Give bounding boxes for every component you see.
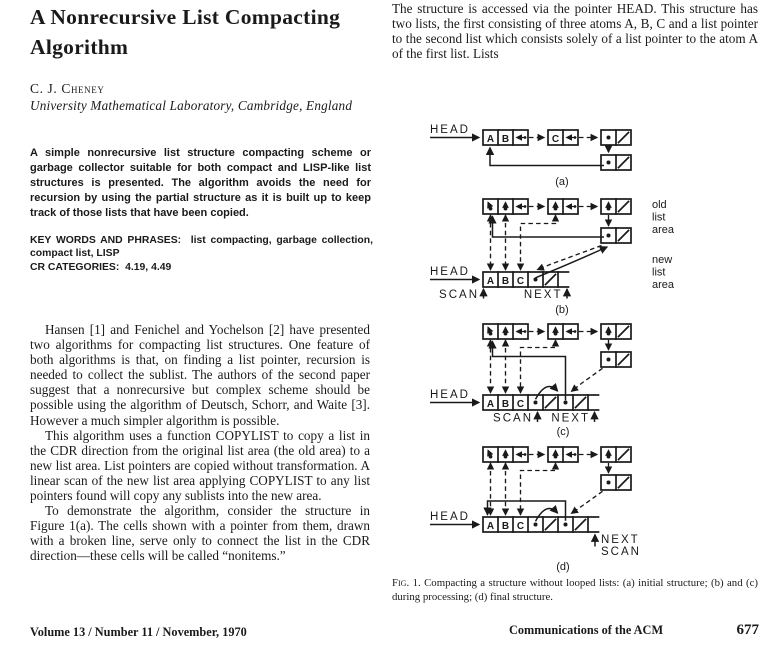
- scan-pointer-label: SCAN: [439, 289, 479, 301]
- head-pointer-label: HEAD: [430, 389, 470, 401]
- keywords-line: [30, 234, 373, 261]
- cr-line: [30, 261, 373, 274]
- keywords-block: [30, 234, 373, 274]
- cell-atom-b: B: [501, 275, 510, 287]
- cell-atom-c: C: [516, 398, 525, 410]
- next-pointer-label: NEXT: [601, 534, 640, 546]
- keywords-text: list compacting, garbage collection, compact list, LISP: [30, 235, 374, 260]
- panel-label-a: (a): [555, 176, 569, 188]
- paragraph: This algorithm uses a function COPYLIST to copy a list in the CDR direction from the original list area (the old area) to a new list area. List pointers are copied without transformation. A linear scan of the new list area applying COPYLIST to any list pointers found will copy any sublists into the new area.: [30, 427, 370, 504]
- head-pointer-label: HEAD: [430, 124, 470, 136]
- figure-1-diagram: [386, 100, 772, 578]
- figure-1: [386, 100, 772, 578]
- cell-atom-a: A: [486, 134, 495, 145]
- cell-atom-a: A: [486, 398, 495, 410]
- figure-caption-label: Fig. 1.: [392, 577, 421, 589]
- cell-atom-c: C: [516, 275, 525, 287]
- scan-pointer-label: SCAN: [493, 412, 533, 425]
- figure-panel-a: [430, 124, 631, 188]
- right-column-body: The structure is accessed via the pointer HEAD. This structure has two lists, the first consisting of three atoms A, B, C and a list pointer to the second list which consists solely of a list pointer to the atom A of the first list. Lists: [392, 1, 758, 62]
- cell-atom-b: B: [501, 134, 510, 145]
- panel-label-c: (c): [556, 426, 570, 438]
- abstract: A simple nonrecursive list structure compacting scheme or garbage collector suitable for both compact and LISP-like list structures is presented. The algorithm avoids the need for recursion by using the partial structure as it is built up to keep track of those lists that have been copied.: [30, 147, 371, 219]
- figure-panel-b: [430, 199, 675, 316]
- next-pointer-label: NEXT: [523, 289, 563, 301]
- footer-journal: [509, 622, 759, 639]
- author-name: C. J. Cheney: [30, 81, 105, 96]
- head-pointer-label: HEAD: [430, 511, 470, 523]
- cell-atom-a: A: [486, 275, 495, 287]
- figure-caption: [392, 577, 758, 604]
- cell-atom-b: B: [501, 520, 510, 532]
- svg-text:area: area: [652, 279, 675, 291]
- keywords-label: KEY WORDS AND PHRASES:: [30, 235, 182, 246]
- svg-text:area: area: [652, 224, 675, 236]
- page-number: 677: [736, 622, 759, 638]
- footer-journal-name: Communications of the ACM: [509, 623, 664, 637]
- cell-atom-a: A: [486, 520, 495, 532]
- page-title: A Nonrecursive List Compacting Algorithm: [30, 5, 341, 59]
- author-affiliation: University Mathematical Laboratory, Cambridge, England: [30, 98, 353, 113]
- old-list-area-label: old: [652, 199, 667, 211]
- cell-atom-b: B: [501, 398, 510, 410]
- cell-atom-c: C: [516, 520, 525, 532]
- paragraph: Hansen [1] and Fenichel and Yochelson [2] have presented two algorithms for compacting list structures. One feature of both algorithms is that, on finding a list pointer, recursion is needed to collect the sublist. The authors of the second paper suggest that a nonrecursive but complex scheme should be possible using the algorithm of Deutsch, Schorr, and Waite [3]. However a much simpler algorithm is possible.: [30, 322, 370, 428]
- left-column-body: [30, 322, 370, 564]
- paragraph: To demonstrate the algorithm, consider the structure in Figure 1(a). The cells shown with a pointer from them, drawn with a broken line, serve only to connect the list in the CDR direction—these cells will be called “nonitems.”: [30, 503, 370, 564]
- new-list-area-label: new: [652, 254, 673, 266]
- figure-panel-d: [430, 447, 641, 573]
- svg-text:list: list: [652, 266, 666, 279]
- head-pointer-label: HEAD: [430, 266, 470, 278]
- figure-panel-c: [430, 324, 631, 438]
- scan-pointer-label: SCAN: [601, 546, 641, 558]
- next-pointer-label: NEXT: [551, 412, 590, 425]
- panel-label-d: (d): [556, 561, 570, 573]
- cr-text: 4.19, 4.49: [125, 261, 172, 273]
- figure-caption-text: Compacting a structure without looped lists: (a) initial structure; (b) and (c) during processing; (d) final structure.: [392, 577, 759, 603]
- panel-label-b: (b): [555, 304, 569, 316]
- svg-text:list: list: [652, 211, 666, 224]
- footer-issue-info: Volume 13 / Number 11 / November, 1970: [30, 625, 247, 639]
- cell-atom-c: C: [551, 134, 560, 145]
- cr-label: CR CATEGORIES:: [30, 261, 120, 273]
